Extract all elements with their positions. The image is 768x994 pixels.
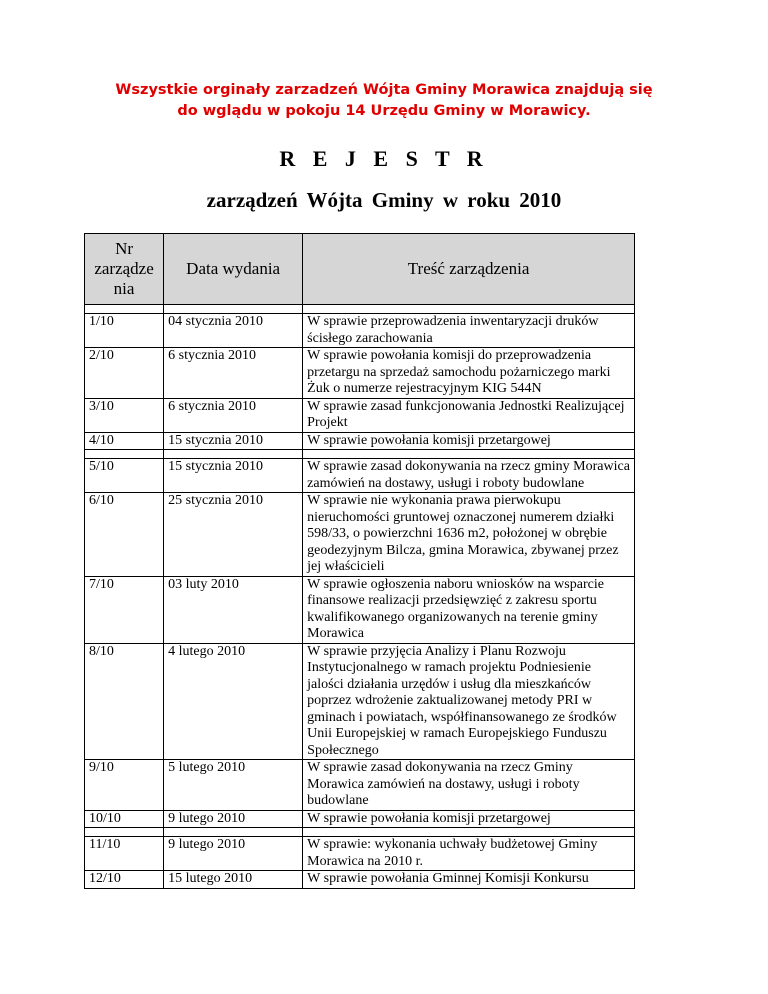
row-content: W sprawie powołania komisji do przeprowadzenia przetargu na sprzedaż samochodu pożarniczego marki Żuk o numerze rejestracyjnym KIG 544N bbox=[303, 348, 635, 399]
row-date: 03 luty 2010 bbox=[164, 576, 303, 643]
row-date: 15 lutego 2010 bbox=[164, 871, 303, 889]
row-content: W sprawie powołania Gminnej Komisji Konkursu bbox=[303, 871, 635, 889]
row-number: 7/10 bbox=[85, 576, 164, 643]
row-content: W sprawie: wykonania uchwały budżetowej Gminy Morawica na 2010 r. bbox=[303, 837, 635, 871]
row-content: W sprawie zasad funkcjonowania Jednostki Realizującej Projekt bbox=[303, 398, 635, 432]
row-date: 9 lutego 2010 bbox=[164, 837, 303, 871]
row-content: W sprawie nie wykonania prawa pierwokupu nieruchomości gruntowej oznaczonej numerem działki 598/33, o powierzchni 1636 m2, położonej w obrębie geodezyjnym Bilcza, gmina Morawica, zbywanej przez jej właścicieli bbox=[303, 493, 635, 577]
notice bbox=[0, 80, 768, 122]
table-row bbox=[85, 398, 635, 432]
notice-line-1: Wszystkie orginały zarzadzeń Wójta Gminy Morawica znajdują się bbox=[115, 82, 653, 98]
row-number: 3/10 bbox=[85, 398, 164, 432]
header-number: Nr zarządze nia bbox=[85, 234, 164, 305]
header-date: Data wydania bbox=[164, 234, 303, 305]
row-content: W sprawie przeprowadzenia inwentaryzacji druków ścisłego zarachowania bbox=[303, 314, 635, 348]
notice-line-2: do wglądu w pokoju 14 Urzędu Gminy w Morawicy. bbox=[177, 103, 591, 119]
header-content: Treść zarządzenia bbox=[303, 234, 635, 305]
table-row bbox=[85, 837, 635, 871]
row-number: 12/10 bbox=[85, 871, 164, 889]
row-number: 8/10 bbox=[85, 643, 164, 760]
row-date: 15 stycznia 2010 bbox=[164, 432, 303, 450]
row-date: 5 lutego 2010 bbox=[164, 760, 303, 811]
document-title: R E J E S T R bbox=[279, 146, 489, 171]
row-content: W sprawie zasad dokonywania na rzecz gminy Morawica zamówień na dostawy, usługi i roboty budowlane bbox=[303, 459, 635, 493]
row-date: 9 lutego 2010 bbox=[164, 810, 303, 828]
table-row bbox=[85, 459, 635, 493]
row-date: 04 stycznia 2010 bbox=[164, 314, 303, 348]
register-table bbox=[84, 233, 635, 889]
document-subtitle: zarządzeń Wójta Gminy w roku 2010 bbox=[206, 188, 562, 212]
row-date: 6 stycznia 2010 bbox=[164, 348, 303, 399]
row-content: W sprawie przyjęcia Analizy i Planu Rozwoju Instytucjonalnego w ramach projektu Podniesienie jalości działania urzędów i usług dla mieszkańców poprzez wdrożenie zaktualizowanej metody PRI w gminach i powiatach, współfinansowanego ze środków Unii Europejskiej w ramach Europejskiego Funduszu Społecznego bbox=[303, 643, 635, 760]
row-date: 15 stycznia 2010 bbox=[164, 459, 303, 493]
table-row bbox=[85, 643, 635, 760]
table-row bbox=[85, 314, 635, 348]
header-row bbox=[85, 234, 635, 305]
table-row bbox=[85, 810, 635, 828]
row-content: W sprawie powołania komisji przetargowej bbox=[303, 810, 635, 828]
table-row bbox=[85, 493, 635, 577]
row-content: W sprawie zasad dokonywania na rzecz Gminy Morawica zamówień na dostawy, usługi i roboty budowlane bbox=[303, 760, 635, 811]
row-number: 4/10 bbox=[85, 432, 164, 450]
row-date: 6 stycznia 2010 bbox=[164, 398, 303, 432]
row-number: 5/10 bbox=[85, 459, 164, 493]
row-date: 4 lutego 2010 bbox=[164, 643, 303, 760]
table-row bbox=[85, 871, 635, 889]
row-content: W sprawie ogłoszenia naboru wniosków na wsparcie finansowe realizacji przedsięwzięć z zakresu sportu kwalifikowanego organizowanych na terenie gminy Morawica bbox=[303, 576, 635, 643]
table-row bbox=[85, 576, 635, 643]
row-number: 1/10 bbox=[85, 314, 164, 348]
row-number: 2/10 bbox=[85, 348, 164, 399]
row-number: 9/10 bbox=[85, 760, 164, 811]
table-row bbox=[85, 348, 635, 399]
row-date: 25 stycznia 2010 bbox=[164, 493, 303, 577]
table-row bbox=[85, 760, 635, 811]
row-content: W sprawie powołania komisji przetargowej bbox=[303, 432, 635, 450]
table-row bbox=[85, 432, 635, 450]
row-number: 10/10 bbox=[85, 810, 164, 828]
row-number: 6/10 bbox=[85, 493, 164, 577]
row-number: 11/10 bbox=[85, 837, 164, 871]
